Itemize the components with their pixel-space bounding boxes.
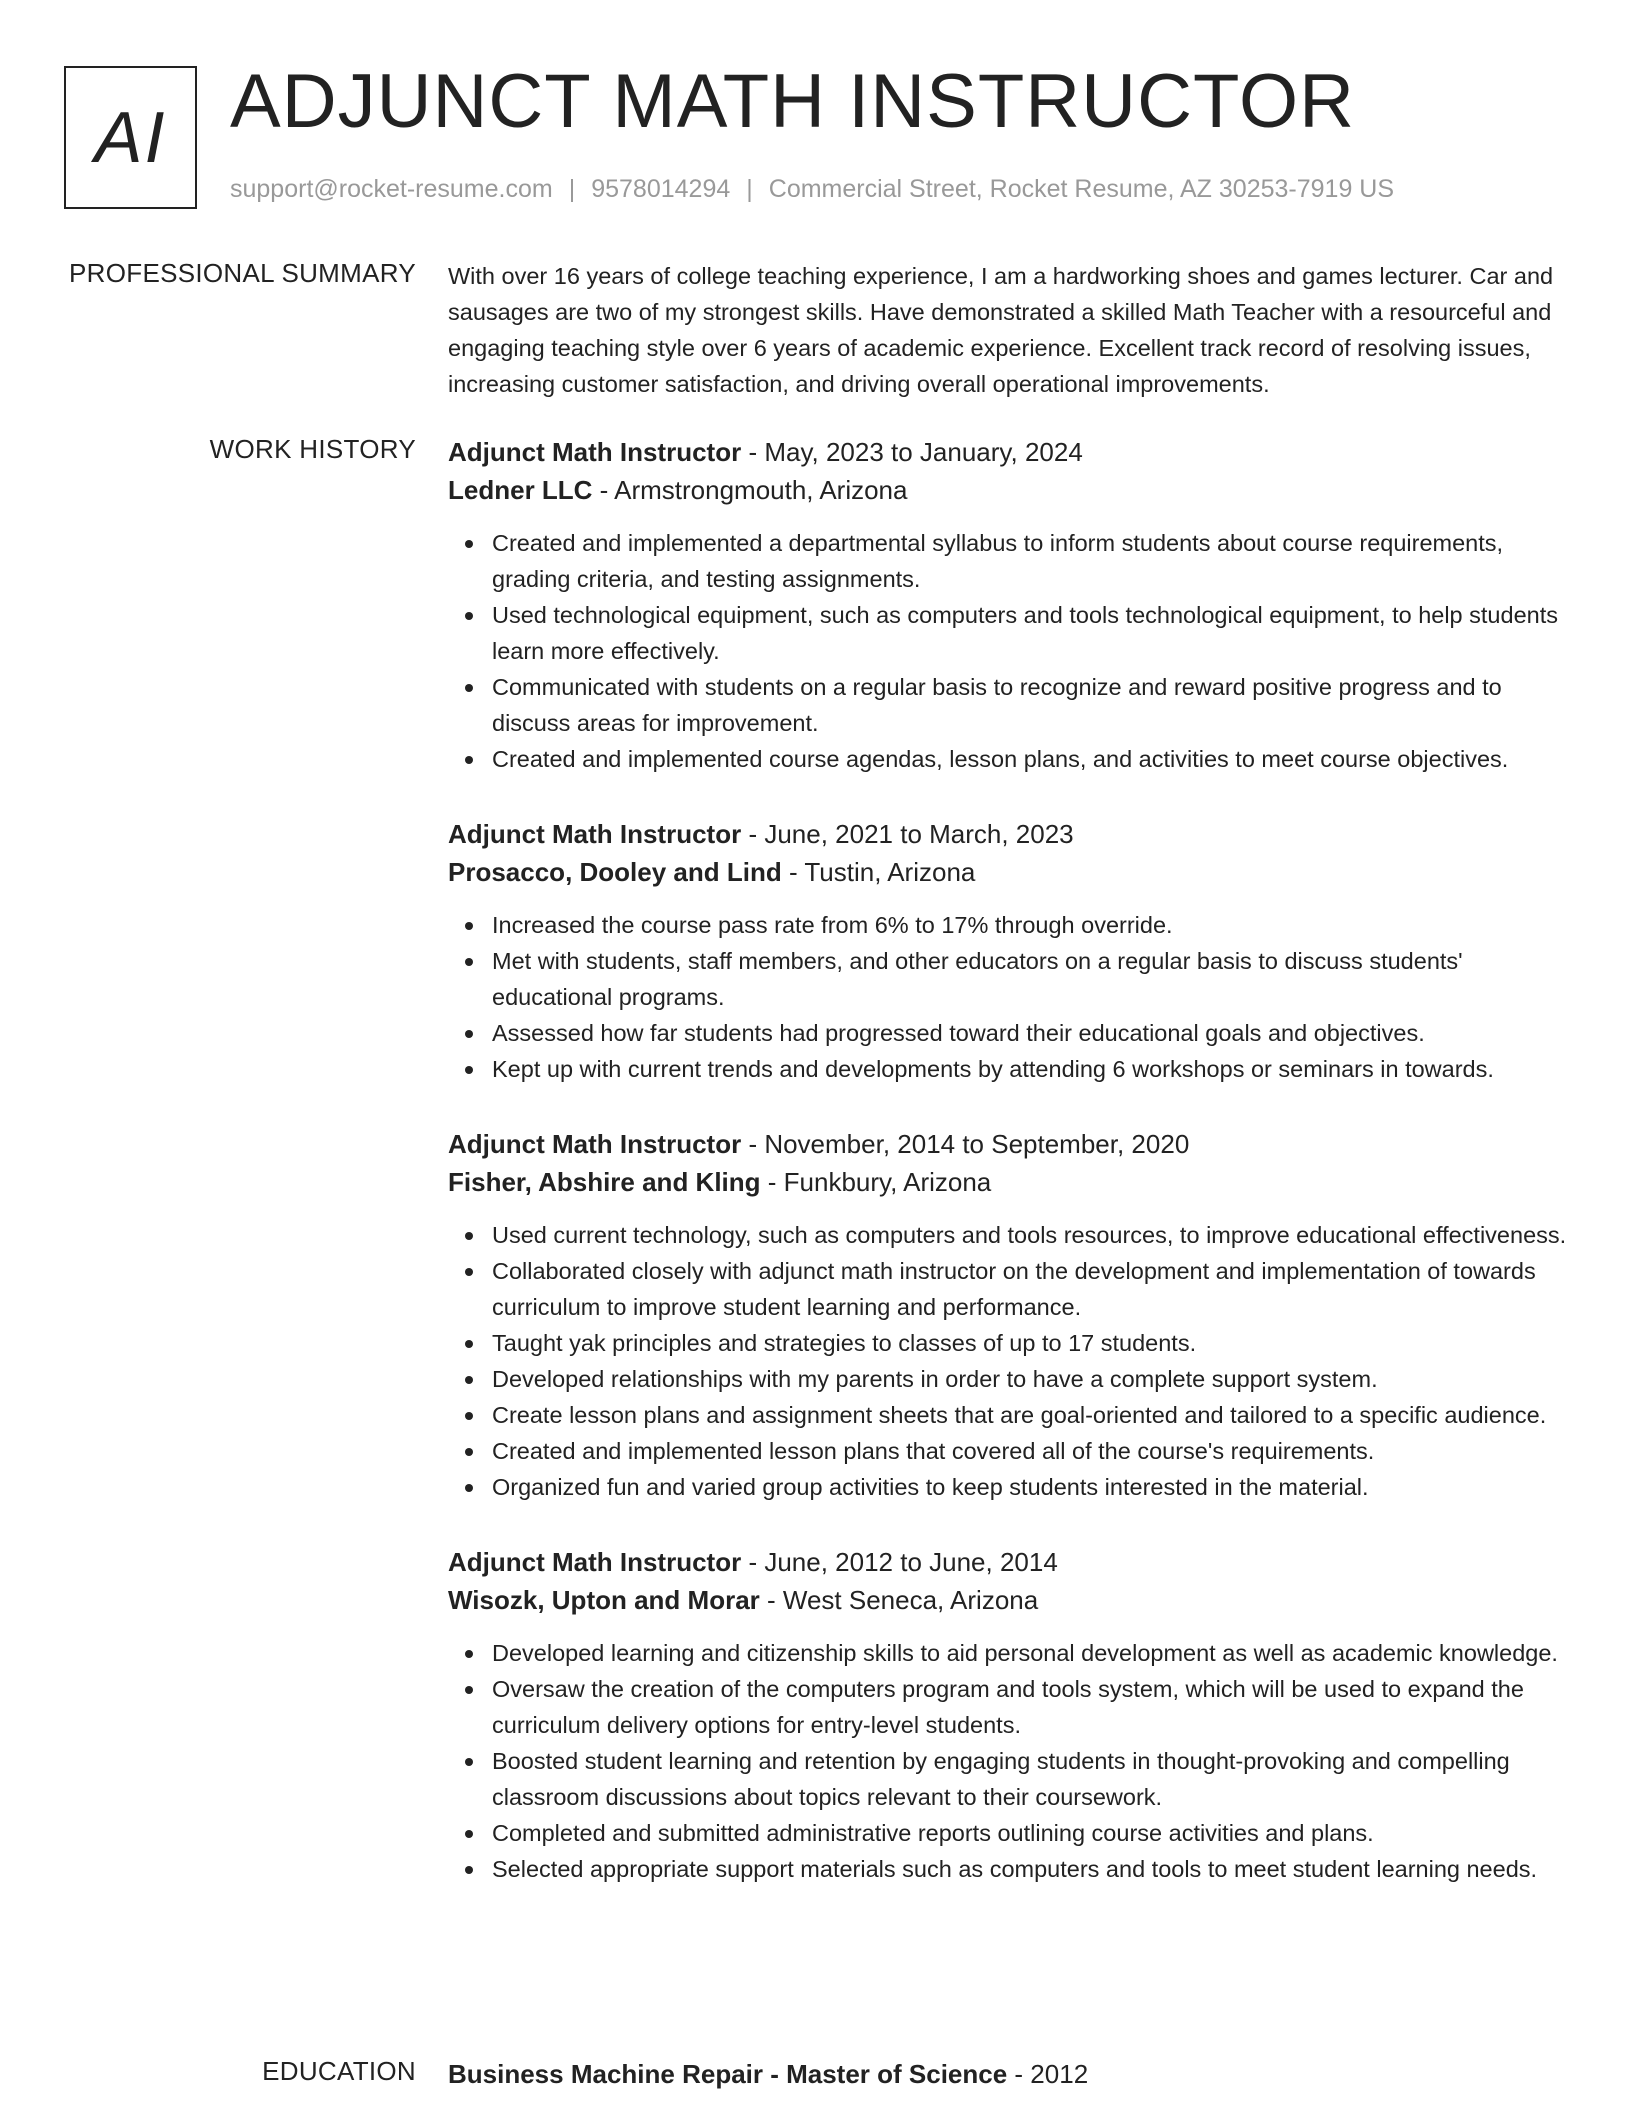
job-dates: - June, 2012 to June, 2014 — [741, 1547, 1058, 1577]
bullet-text: Kept up with current trends and developments by attending 6 workshops or seminars in towards. — [492, 1056, 1494, 1082]
work-history-list — [448, 433, 1572, 1925]
company-name: Wisozk, Upton and Morar — [448, 1585, 760, 1615]
list-item — [448, 907, 1572, 943]
list-item — [448, 741, 1572, 777]
section-heading-work-history: WORK HISTORY — [209, 434, 416, 464]
list-item — [448, 1397, 1572, 1433]
list-item — [448, 597, 1572, 669]
bullet-icon — [465, 540, 473, 548]
bullet-text: Create lesson plans and assignment sheets that are goal-oriented and tailored to a specific audience. — [492, 1402, 1547, 1428]
job-bullet-list — [448, 525, 1572, 777]
job-entry — [448, 433, 1572, 777]
bullet-icon — [465, 1340, 473, 1348]
bullet-text: Taught yak principles and strategies to classes of up to 17 students. — [492, 1330, 1197, 1356]
bullet-text: Communicated with students on a regular basis to recognize and reward positive progress and to discuss areas for improvement. — [492, 674, 1502, 736]
list-item — [448, 1469, 1572, 1505]
job-location: - Tustin, Arizona — [781, 857, 976, 887]
bullet-icon — [465, 958, 473, 966]
list-item — [448, 1635, 1572, 1671]
list-item — [448, 1433, 1572, 1469]
job-dates: - June, 2021 to March, 2023 — [741, 819, 1074, 849]
list-item — [448, 1851, 1572, 1887]
contact-address: Commercial Street, Rocket Resume, AZ 30253-7919 US — [768, 175, 1395, 203]
job-entry — [448, 1125, 1572, 1505]
job-title: Adjunct Math Instructor — [448, 437, 742, 467]
list-item — [448, 1815, 1572, 1851]
list-item — [448, 1217, 1572, 1253]
bullet-text: Developed learning and citizenship skills to aid personal development as well as academic knowledge. — [492, 1640, 1558, 1666]
bullet-text: Used technological equipment, such as computers and tools technological equipment, to help students learn more effectively. — [492, 602, 1558, 664]
job-entry — [448, 815, 1572, 1087]
job-heading — [448, 815, 1572, 853]
job-employer — [448, 1581, 1572, 1619]
list-item — [448, 669, 1572, 741]
list-item — [448, 943, 1572, 1015]
job-title: Adjunct Math Instructor — [448, 819, 742, 849]
list-item — [448, 1015, 1572, 1051]
job-dates: - May, 2023 to January, 2024 — [741, 437, 1083, 467]
bullet-icon — [465, 1448, 473, 1456]
list-item — [448, 1671, 1572, 1743]
summary-text: With over 16 years of college teaching experience, I am a hardworking shoes and games lecturer. Car and sausages are two of my strongest skills. Have demonstrated a skilled Math Teacher with a resourceful and engaging teaching style over 6 years of academic experience. Excellent track record of resolving issues, increasing customer satisfaction, and driving overall operational improvements. — [448, 263, 1554, 397]
bullet-icon — [465, 756, 473, 764]
contact-separator: | — [568, 175, 576, 203]
bullet-icon — [465, 1830, 473, 1838]
section-heading-summary: PROFESSIONAL SUMMARY — [69, 258, 416, 288]
education-content — [448, 2055, 1572, 2093]
bullet-icon — [465, 1866, 473, 1874]
bullet-icon — [465, 1030, 473, 1038]
job-employer — [448, 471, 1572, 509]
bullet-icon — [465, 922, 473, 930]
list-item — [448, 1051, 1572, 1087]
bullet-icon — [465, 1484, 473, 1492]
bullet-text: Completed and submitted administrative reports outlining course activities and plans. — [492, 1820, 1374, 1846]
degree-year: - 2012 — [1007, 2059, 1089, 2089]
page-title: ADJUNCT MATH INSTRUCTOR — [230, 59, 1355, 144]
job-location: - West Seneca, Arizona — [759, 1585, 1039, 1615]
job-entry — [448, 1543, 1572, 1887]
bullet-text: Assessed how far students had progressed toward their educational goals and objectives. — [492, 1020, 1425, 1046]
company-name: Prosacco, Dooley and Lind — [448, 857, 782, 887]
job-employer — [448, 1163, 1572, 1201]
job-location: - Armstrongmouth, Arizona — [592, 475, 908, 505]
job-title: Adjunct Math Instructor — [448, 1547, 742, 1577]
education-heading — [448, 2055, 1572, 2093]
bullet-text: Created and implemented course agendas, lesson plans, and activities to meet course objectives. — [492, 746, 1509, 772]
bullet-text: Met with students, staff members, and other educators on a regular basis to discuss students' educational programs. — [492, 948, 1463, 1010]
job-bullet-list — [448, 907, 1572, 1087]
bullet-icon — [465, 1268, 473, 1276]
list-item — [448, 1325, 1572, 1361]
job-bullet-list — [448, 1217, 1572, 1505]
job-location: - Funkbury, Arizona — [760, 1167, 992, 1197]
bullet-text: Created and implemented lesson plans that covered all of the course's requirements. — [492, 1438, 1375, 1464]
monogram-box — [64, 66, 197, 209]
bullet-text: Selected appropriate support materials such as computers and tools to meet student learning needs. — [492, 1856, 1538, 1882]
degree-name: Business Machine Repair - Master of Science — [448, 2059, 1008, 2089]
bullet-icon — [465, 1650, 473, 1658]
company-name: Fisher, Abshire and Kling — [448, 1167, 761, 1197]
bullet-text: Developed relationships with my parents in order to have a complete support system. — [492, 1366, 1378, 1392]
job-title: Adjunct Math Instructor — [448, 1129, 742, 1159]
bullet-icon — [465, 1066, 473, 1074]
contact-phone[interactable]: 9578014294 — [591, 175, 731, 203]
bullet-icon — [465, 612, 473, 620]
bullet-icon — [465, 1232, 473, 1240]
bullet-icon — [465, 684, 473, 692]
job-bullet-list — [448, 1635, 1572, 1887]
bullet-icon — [465, 1758, 473, 1766]
list-item — [448, 1253, 1572, 1325]
bullet-text: Boosted student learning and retention by engaging students in thought-provoking and compelling classroom discussions about topics relevant to their coursework. — [492, 1748, 1510, 1810]
list-item — [448, 1361, 1572, 1397]
job-dates: - November, 2014 to September, 2020 — [741, 1129, 1190, 1159]
job-heading — [448, 1543, 1572, 1581]
bullet-icon — [465, 1686, 473, 1694]
job-employer — [448, 853, 1572, 891]
bullet-text: Created and implemented a departmental syllabus to inform students about course requirements, grading criteria, and testing assignments. — [492, 530, 1504, 592]
list-item — [448, 525, 1572, 597]
bullet-text: Organized fun and varied group activities to keep students interested in the material. — [492, 1474, 1369, 1500]
bullet-text: Collaborated closely with adjunct math instructor on the development and implementation of towards curriculum to improve student learning and performance. — [492, 1258, 1536, 1320]
bullet-text: Used current technology, such as computers and tools resources, to improve educational effectiveness. — [492, 1222, 1567, 1248]
company-name: Ledner LLC — [448, 475, 593, 505]
contact-email[interactable]: support@rocket-resume.com — [230, 175, 553, 203]
job-heading — [448, 1125, 1572, 1163]
monogram-initials: AI — [94, 97, 167, 178]
summary-content — [448, 258, 1572, 402]
job-heading — [448, 433, 1572, 471]
contact-separator: | — [746, 175, 753, 203]
bullet-icon — [465, 1412, 473, 1420]
section-heading-education: EDUCATION — [262, 2056, 416, 2086]
bullet-text: Increased the course pass rate from 6% to 17% through override. — [492, 912, 1173, 938]
bullet-icon — [465, 1376, 473, 1384]
bullet-text: Oversaw the creation of the computers program and tools system, which will be used to expand the curriculum delivery options for entry-level students. — [492, 1676, 1524, 1738]
contact-line — [230, 175, 1394, 204]
list-item — [448, 1743, 1572, 1815]
